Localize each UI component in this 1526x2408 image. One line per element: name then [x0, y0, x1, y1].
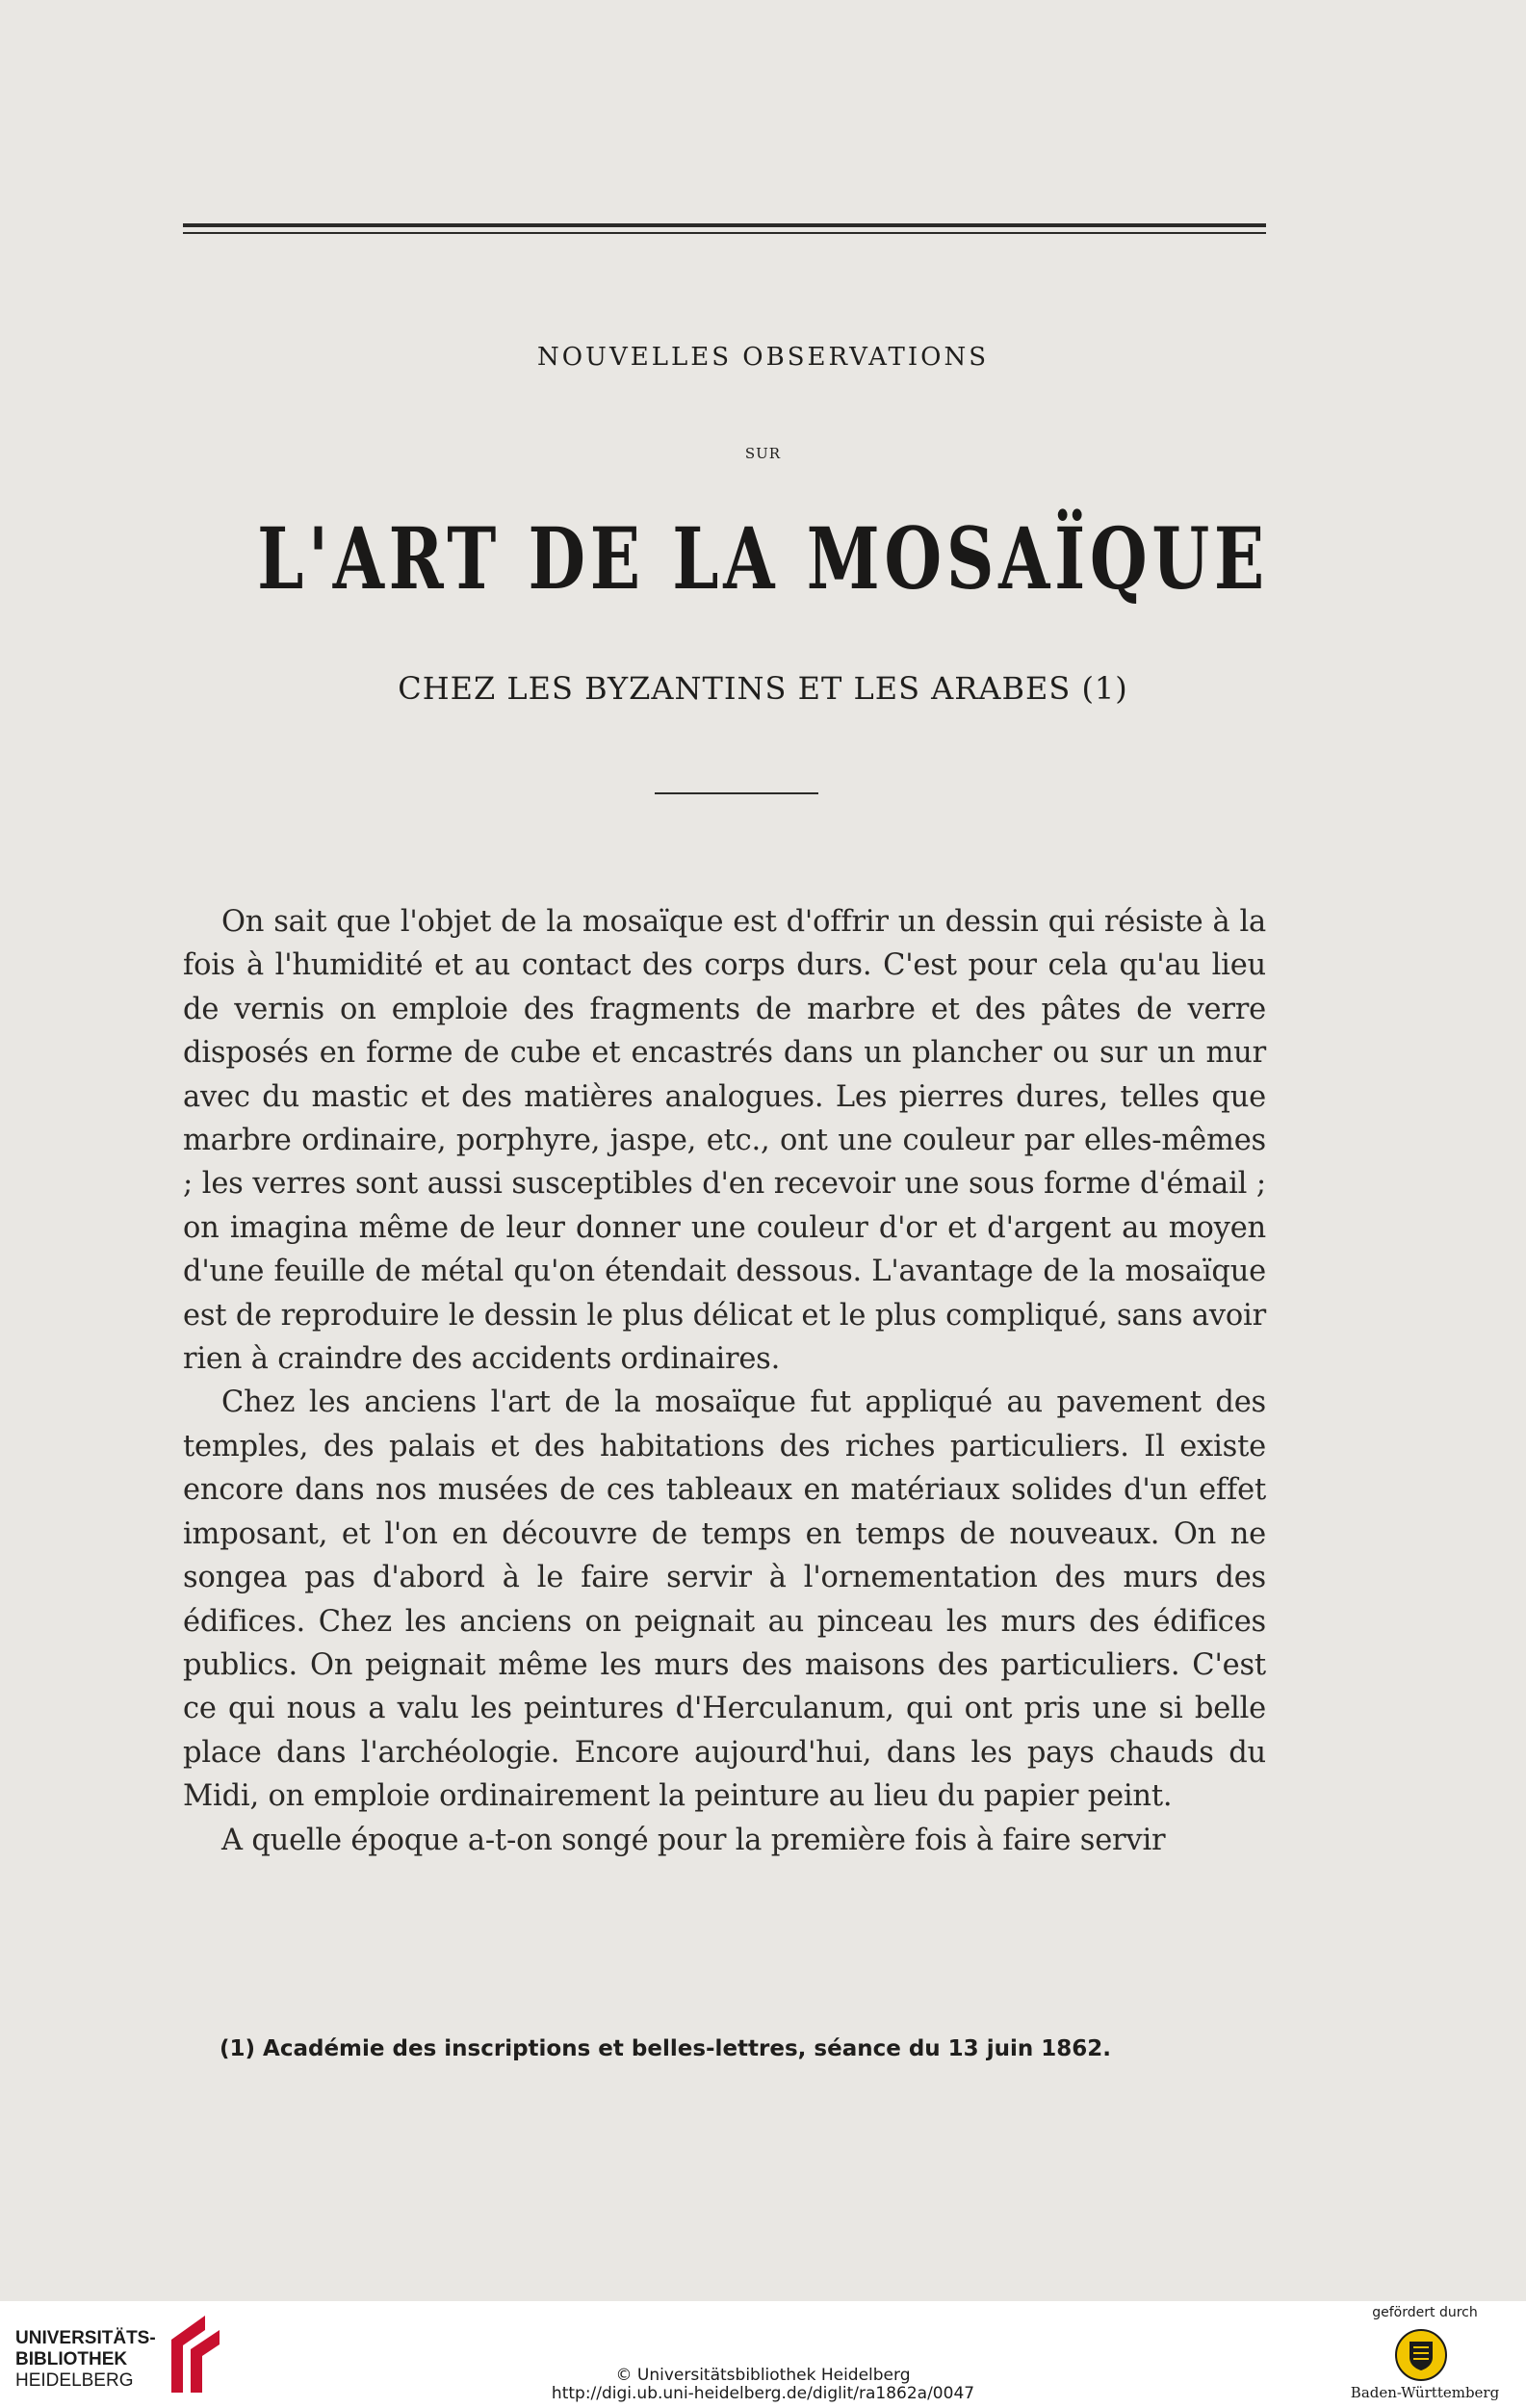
article-title: L'ART DE LA MOSAÏQUE: [257, 508, 1269, 608]
funded-by-label: gefördert durch: [1372, 2305, 1478, 2320]
paragraph: A quelle époque a-t-on songé pour la première fois à faire servir: [221, 1823, 1166, 1857]
article-kicker: NOUVELLES OBSERVATIONS: [536, 343, 990, 372]
article-connector: SUR: [744, 445, 782, 462]
library-name-line: HEIDELBERG: [15, 2370, 134, 2391]
header-rule-thick: [183, 223, 1266, 227]
header-rule-thin: [183, 232, 1266, 234]
library-name-line: UNIVERSITÄTS-: [15, 2328, 156, 2348]
state-coat-of-arms-icon: [1394, 2328, 1448, 2382]
permalink-url[interactable]: http://digi.ub.uni-heidelberg.de/diglit/ra1862a/0047: [551, 2384, 975, 2403]
paragraph: On sait que l'objet de la mosaïque est d'offrir un dessin qui résiste à la fois à l'humidité et au contact des corps durs. C'est pour cela qu'au lieu de vernis on emploie des fragments de marbre et des pâtes de verre disposés en forme de cube et encastrés dans un plancher ou sur un mur avec du mastic et des matières analogues. Les pierres dures, telles que marbre ordinaire, porphyre, jaspe, etc., ont une couleur par elles-mêmes ; les verres sont aussi susceptibles d'en recevoir une sous forme d'émail ; on imagina même de leur donner une couleur d'or et d'argent au moyen d'une feuille de métal qu'on étendait dessous. L'avantage de la mosaïque est de reproduire le dessin le plus délicat et le plus compliqué, sans avoir rien à craindre des accidents ordinaires.: [183, 905, 1266, 1377]
paragraph: Chez les anciens l'art de la mosaïque fut appliqué au pavement des temples, des palais et des habitations des riches particuliers. Il existe encore dans nos musées de ces tableaux en matériaux solides d'un effet imposant, et l'on en découvre de temps en temps de nouveaux. On ne songea pas d'abord à le faire servir à l'ornementation des murs des édifices. Chez les anciens on peignait au pinceau les murs des édifices publics. On peignait même les murs des maisons des particuliers. C'est ce qui nous a valu les peintures d'Herculanum, qui ont pris une si belle place dans l'archéologie. Encore aujourd'hui, dans les pays chauds du Midi, on emploie ordinairement la peinture au lieu du papier peint.: [183, 1385, 1266, 1814]
title-separator-rule: [655, 792, 818, 794]
copyright-text: © Universitätsbibliothek Heidelberg: [615, 2366, 911, 2385]
article-body: [183, 900, 1266, 1862]
library-name-line: BIBLIOTHEK: [15, 2349, 128, 2369]
article-subtitle: CHEZ LES BYZANTINS ET LES ARABES (1): [398, 670, 1128, 707]
footnote: (1) Académie des inscriptions et belles-lettres, séance du 13 juin 1862.: [220, 2036, 1111, 2061]
state-name: Baden-Württemberg: [1350, 2384, 1500, 2401]
